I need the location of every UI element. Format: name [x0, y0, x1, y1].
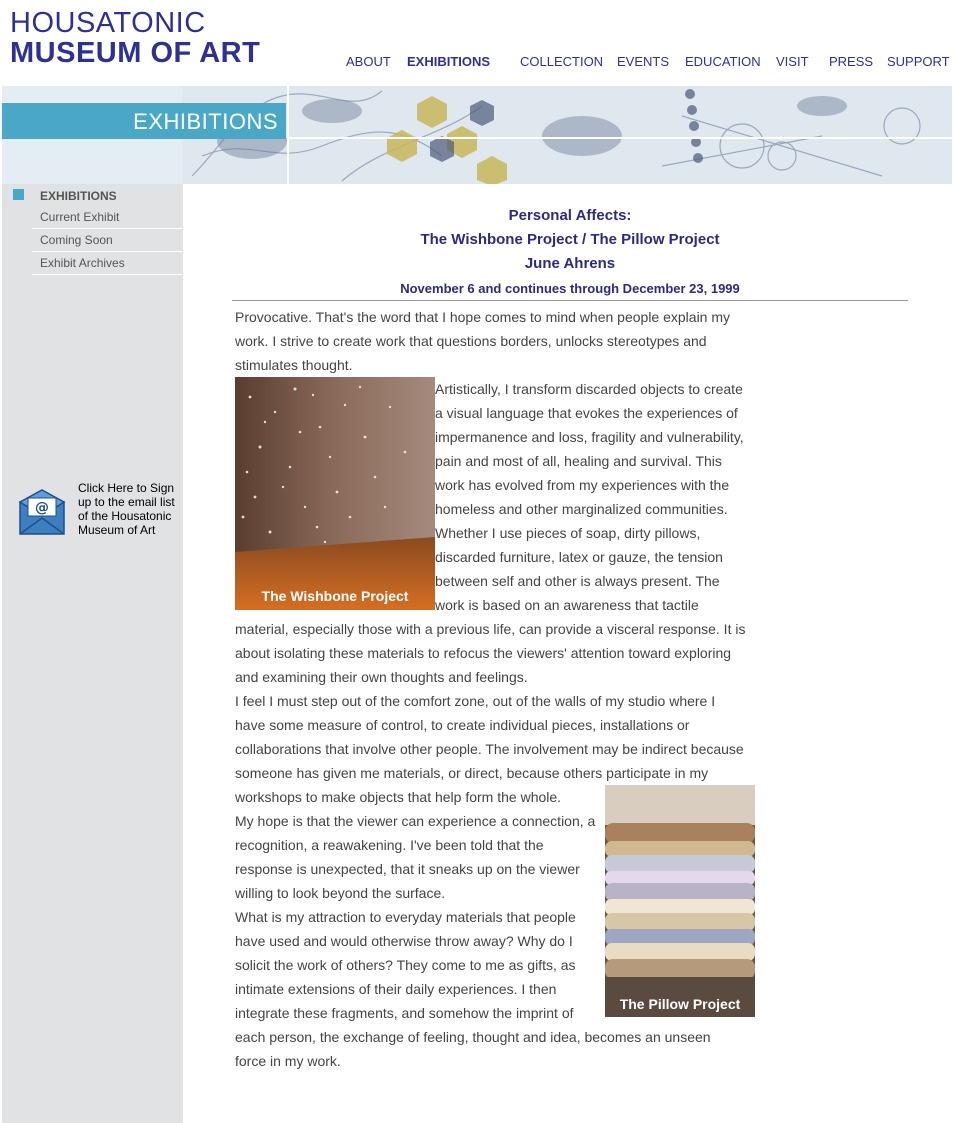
text-line: willing to look beyond the surface.: [235, 885, 446, 901]
paragraph-2-continued: [235, 617, 745, 689]
text-line: homeless and other marginalized communities.: [435, 501, 728, 517]
sidebar-item-label: Current Exhibit: [40, 210, 120, 224]
nav-events[interactable]: EVENTS: [617, 54, 670, 69]
pillow-caption: The Pillow Project: [619, 996, 741, 1012]
text-line: have some measure of control, to create individual pieces, installations or: [235, 717, 690, 733]
text-line: workshops to make objects that help form the whole.: [235, 789, 562, 805]
text-line: Artistically, I transform discarded objects to create: [435, 381, 743, 397]
text-line: pain and most of all, healing and survival. This: [435, 453, 722, 469]
text-line: someone has given me materials, or direct, because others participate in my: [235, 765, 709, 781]
nav-support[interactable]: SUPPORT: [887, 54, 950, 69]
heading-divider: [232, 300, 908, 301]
text-line: I feel I must step out of the comfort zone, out of the walls of my studio where I: [235, 693, 716, 709]
paragraph-4: [235, 809, 595, 905]
text-line: stimulates thought.: [235, 357, 353, 373]
text-line: work is based on an awareness that tactile: [435, 597, 699, 613]
sidebar-item-exhibit-archives[interactable]: [32, 252, 183, 275]
pillow-project-image: [605, 785, 755, 1017]
text-line: and examining their own thoughts and feelings.: [235, 669, 528, 685]
main-nav: [0, 54, 953, 70]
sidebar-item-coming-soon[interactable]: [32, 229, 183, 252]
wishbone-artwork: [235, 377, 435, 610]
text-line: recognition, a reawakening. I've been told that the: [235, 837, 544, 853]
text-line: each person, the exchange of feeling, thought and idea, becomes an unseen: [235, 1029, 711, 1045]
exhibit-artist: June Ahrens: [524, 255, 616, 272]
text-line: discarded furniture, latex or gauze, the tension: [435, 549, 723, 565]
text-line: material, especially those with a previous life, can provide a visceral response. It is: [235, 621, 746, 637]
nav-collection[interactable]: COLLECTION: [520, 54, 604, 69]
logo-line-2: MUSEUM OF ART: [10, 37, 261, 69]
text-line: collaborations that involve other people. The involvement may be indirect because: [235, 741, 744, 757]
text-line: solicit the work of others? They come to me as gifts, as: [235, 957, 576, 973]
text-line: work. I strive to create work that questions borders, unlocks stereotypes and: [235, 333, 707, 349]
email-signup-link[interactable]: Click Here to Sign up to the email list of the Housatonic Museum of Art: [78, 481, 175, 537]
text-line: a visual language that evokes the experiences of: [435, 405, 738, 421]
text-line: force in my work.: [235, 1053, 341, 1069]
text-line: My hope is that the viewer can experience a connection, a: [235, 813, 596, 829]
paragraph-2-wrapped: [435, 377, 744, 617]
sidebar: [2, 184, 183, 1123]
text-line: intimate extensions of their daily experiences. I then: [235, 981, 557, 997]
text-line: What is my attraction to everyday materials that people: [235, 909, 576, 925]
section-banner: [2, 86, 952, 184]
pillow-artwork: [605, 785, 755, 1017]
sidebar-item-label: Exhibit Archives: [40, 256, 125, 270]
logo-line-1: HOUSATONIC: [10, 7, 206, 39]
nav-exhibitions[interactable]: EXHIBITIONS: [407, 54, 491, 69]
text-line: about isolating these materials to refocus the viewers' attention toward exploring: [235, 645, 732, 661]
banner-label-box: [2, 103, 286, 139]
text-line: work has evolved from my experiences with the: [435, 477, 730, 493]
exhibit-dates: November 6 and continues through December 23, 1999: [400, 281, 740, 296]
text-line: have used and would otherwise throw away? Why do I: [235, 933, 573, 949]
wishbone-caption: The Wishbone Project: [261, 588, 409, 604]
nav-visit[interactable]: VISIT: [776, 54, 809, 69]
paragraph-1: [235, 305, 730, 377]
text-line: impermanence and loss, fragility and vulnerability,: [435, 429, 744, 445]
nav-press[interactable]: PRESS: [829, 54, 874, 69]
text-line: response is unexpected, that it sneaks up on the viewer: [235, 861, 580, 877]
exhibit-title: Personal Affects:: [508, 207, 632, 224]
sidebar-item-current-exhibit[interactable]: [32, 206, 183, 229]
svg-text:@: @: [35, 500, 49, 516]
sidebar-item-label: Coming Soon: [40, 233, 113, 247]
text-line: integrate these fragments, and somehow the imprint of: [235, 1005, 574, 1021]
text-line: between self and other is always present. The: [435, 573, 720, 589]
bullet-square-icon: [13, 189, 24, 200]
banner-artwork: [182, 86, 952, 184]
text-line: Whether I use pieces of soap, dirty pillows,: [435, 525, 701, 541]
text-line: Provocative. That's the word that I hope comes to mind when people explain my: [235, 309, 731, 325]
wishbone-project-image: [235, 377, 435, 610]
sidebar-heading[interactable]: EXHIBITIONS: [40, 189, 117, 203]
email-envelope-icon[interactable]: [18, 488, 66, 536]
nav-about[interactable]: ABOUT: [346, 54, 391, 69]
nav-education[interactable]: EDUCATION: [685, 54, 761, 69]
banner-title: EXHIBITIONS: [133, 109, 278, 134]
exhibit-subtitle: The Wishbone Project / The Pillow Project: [420, 231, 720, 248]
